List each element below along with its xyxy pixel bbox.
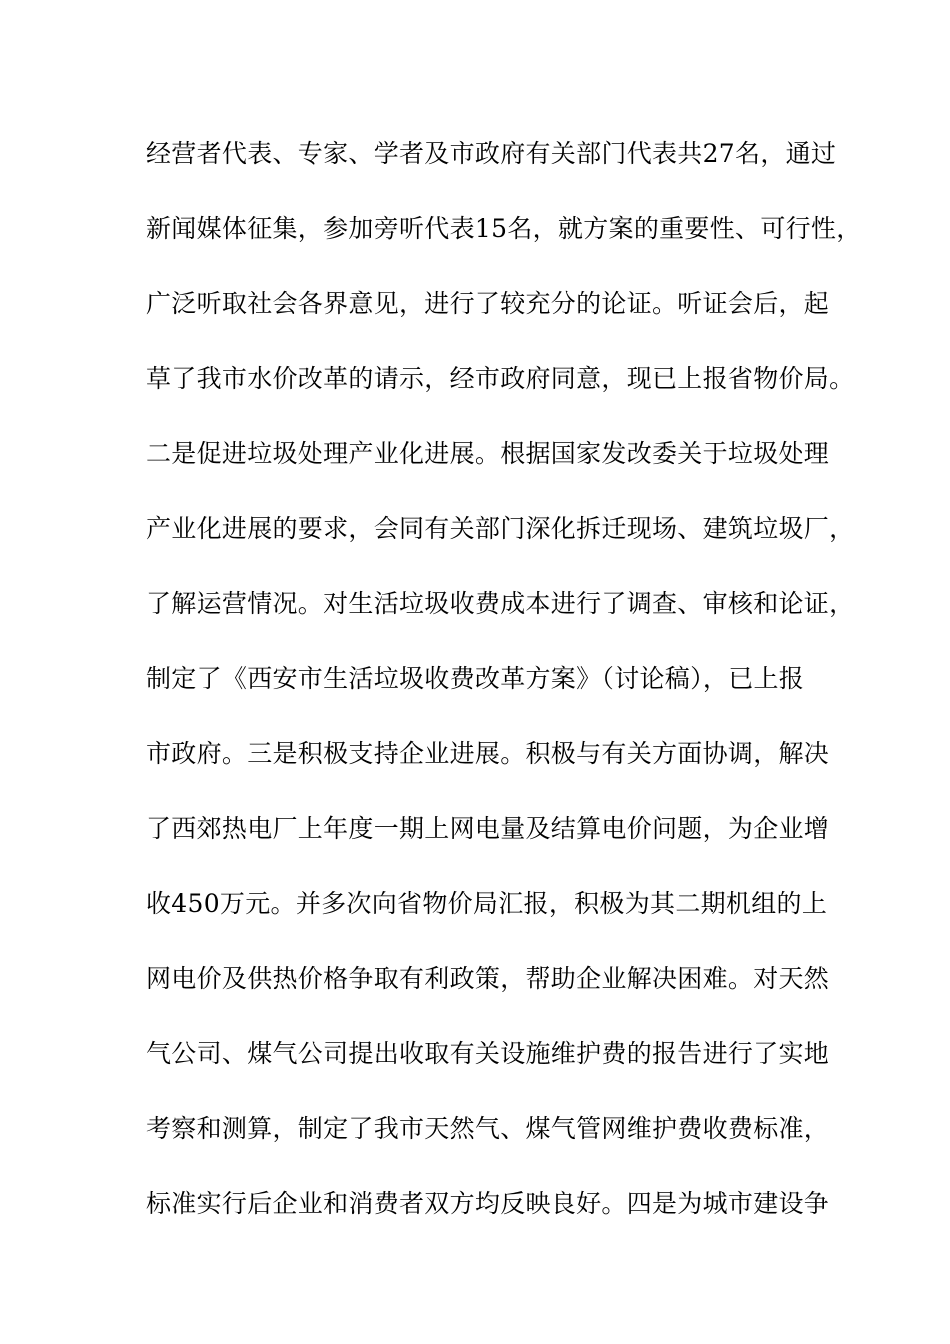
text-line-15: 标准实行后企业和消费者双方均反映良好。四是为城市建设争 <box>146 1189 830 1218</box>
text-line-7: 了解运营情况。对生活垃圾收费成本进行了调查、审核和论证， <box>146 589 855 618</box>
text-line-1: 经营者代表、专家、学者及市政府有关部门代表共27名，通过 <box>146 139 837 168</box>
text-line-13: 气公司、煤气公司提出收取有关设施维护费的报告进行了实地 <box>146 1039 830 1068</box>
text-line-5: 二是促进垃圾处理产业化进展。根据国家发改委关于垃圾处理 <box>146 439 830 468</box>
text-line-11: 收450万元。并多次向省物价局汇报，积极为其二期机组的上 <box>146 889 828 918</box>
text-line-6: 产业化进展的要求，会同有关部门深化拆迁现场、建筑垃圾厂， <box>146 514 855 543</box>
text-line-8: 制定了《西安市生活垃圾收费改革方案》（讨论稿），已上报 <box>146 664 805 693</box>
text-line-4: 草了我市水价改革的请示，经市政府同意，现已上报省物价局。 <box>146 364 855 393</box>
body-text <box>146 134 862 1259</box>
text-line-2: 新闻媒体征集，参加旁听代表15名，就方案的重要性、可行性， <box>146 214 862 243</box>
text-line-9: 市政府。三是积极支持企业进展。积极与有关方面协调，解决 <box>146 739 830 768</box>
text-line-12: 网电价及供热价格争取有利政策，帮助企业解决困难。对天然 <box>146 964 830 993</box>
text-line-10: 了西郊热电厂上年度一期上网电量及结算电价问题，为企业增 <box>146 814 830 843</box>
text-line-3: 广泛听取社会各界意见，进行了较充分的论证。听证会后，起 <box>146 289 830 318</box>
text-line-14: 考察和测算，制定了我市天然气、煤气管网维护费收费标准， <box>146 1114 830 1143</box>
